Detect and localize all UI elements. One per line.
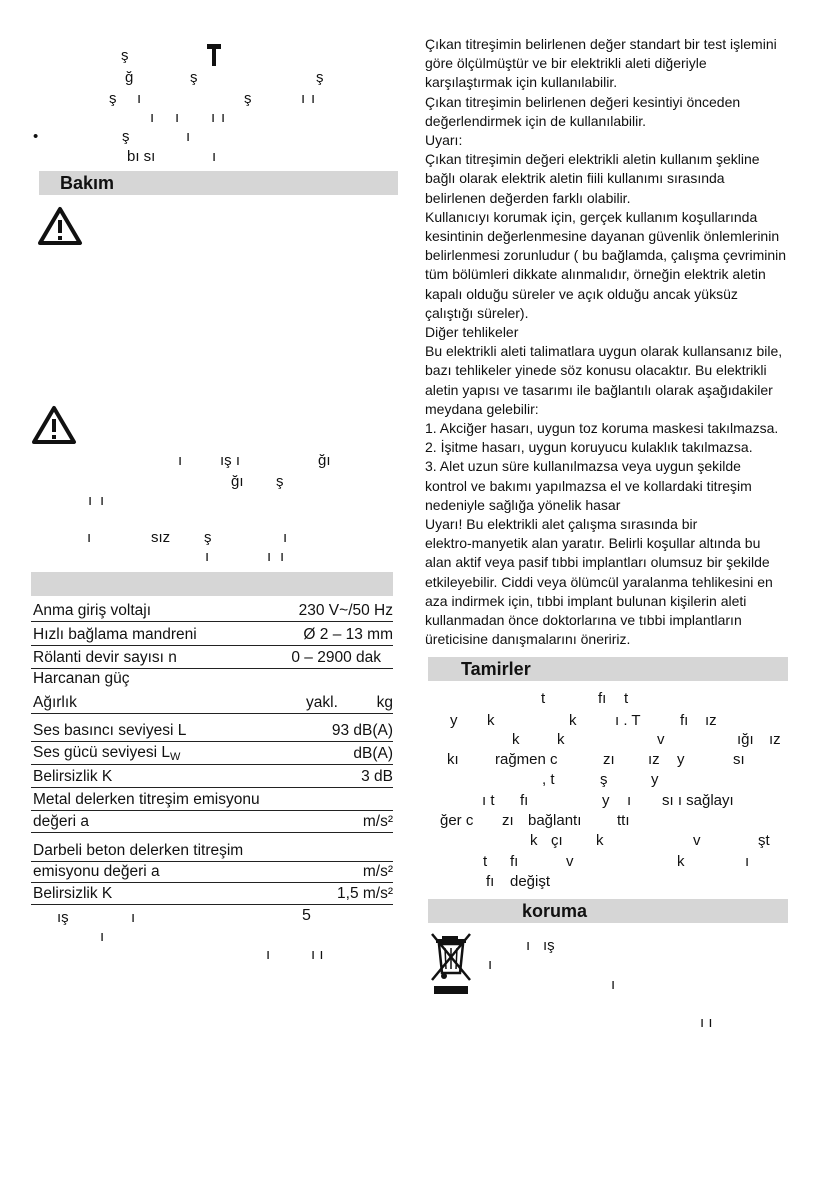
text-fragment: ı ı xyxy=(311,946,324,963)
text-fragment: fı xyxy=(680,712,689,729)
text-fragment: ış ı xyxy=(220,452,241,469)
text-fragment: ı xyxy=(283,529,288,546)
text-fragment: ğer c xyxy=(440,812,474,829)
spec-row xyxy=(31,790,393,811)
spec-label: Metal delerken titreşim emisyonu xyxy=(33,791,260,808)
spec-row xyxy=(31,862,393,883)
spec-label: emisyonu değeri a xyxy=(33,863,160,880)
text-line: elektro-manyetik alan yaratır. Belirli koşullar altında bu xyxy=(425,535,761,552)
text-line: değerlendirmek için de kullanılabilir. xyxy=(425,112,647,129)
spec-label: Rölanti devir sayısı n xyxy=(33,649,177,666)
text-line: Çıkan titreşimin belirlenen değeri kesintiyi önceden xyxy=(425,93,741,110)
text-fragment: ş xyxy=(204,529,212,546)
spec-row xyxy=(31,884,393,905)
text-fragment: ı xyxy=(131,909,136,926)
text-fragment: v xyxy=(657,731,665,748)
spec-label: Ses basıncı seviyesi L xyxy=(33,722,187,739)
spec-row xyxy=(31,669,393,689)
spec-label: Ağırlık xyxy=(33,694,77,711)
text-line: 2. İşitme hasarı, uygun koruyucu kulaklık takılmazsa. xyxy=(425,439,753,456)
text-line: tüm bölümleri dikkate alınmalıdır, örneğin elektrik aletin xyxy=(425,266,766,283)
text-fragment: ş xyxy=(244,90,252,107)
spec-value: 3 dB xyxy=(361,768,393,785)
text-line: Kullanıcıyı korumak için, gerçek kullanım koşullarında xyxy=(425,208,758,225)
bullet: • xyxy=(33,128,39,145)
text-line: bağlı olarak elektrik aletin fiili kullanımı sırasında xyxy=(425,170,725,187)
text-fragment: ş xyxy=(122,128,130,145)
text-fragment: v xyxy=(693,832,701,849)
text-fragment: k xyxy=(530,832,538,849)
text-fragment: ı xyxy=(301,90,306,107)
text-fragment: ız xyxy=(705,712,717,729)
text-line: bazı tehlikeler yinede söz konusu olacaktır. Bu elektrikli xyxy=(425,362,767,379)
text-fragment: çı xyxy=(551,832,563,849)
spec-value: 93 dB(A) xyxy=(331,722,393,739)
text-fragment: ız xyxy=(648,751,660,768)
text-line: 3. Alet uzun süre kullanılmazsa veya uygun şekilde xyxy=(425,458,741,475)
text-fragment: ı ı xyxy=(700,1014,713,1031)
text-line: Uyarı: xyxy=(425,132,463,149)
warning-icon xyxy=(37,206,83,251)
text-fragment: ı xyxy=(267,548,272,565)
text-fragment: t xyxy=(624,690,629,707)
text-fragment: k xyxy=(512,731,520,748)
text-fragment: y xyxy=(450,712,458,729)
text-fragment: fı xyxy=(486,873,495,890)
text-fragment: y xyxy=(651,771,659,788)
text-fragment: sı ı sağlayı xyxy=(662,792,734,809)
text-fragment: rağmen c xyxy=(495,751,558,768)
spec-row xyxy=(31,693,393,714)
text-line: belirlenmesi zorunludur ( bu bağlamda, çalışma çevriminin xyxy=(425,247,787,264)
text-fragment: k xyxy=(487,712,495,729)
text-fragment: ı xyxy=(311,90,316,107)
spec-row xyxy=(31,648,393,669)
text-fragment: ş xyxy=(109,90,117,107)
spec-value: m/s² xyxy=(362,863,393,880)
text-line: çalıştığı süreler). xyxy=(425,304,529,321)
text-line: belirlenen değerden farklı olabilir. xyxy=(425,189,631,206)
text-line: meydana gelebilir: xyxy=(425,400,539,417)
text-fragment: ş xyxy=(121,47,129,64)
text-fragment: ı . T xyxy=(615,712,641,729)
text-fragment: ı xyxy=(205,548,210,565)
text-line: kapalı olduğu süreler ve açık olduğu ancak yüksüz xyxy=(425,285,738,302)
text-line: kullanmadan önce doktorlarına ve tıbbi implantların xyxy=(425,612,742,629)
text-line: 1. Akciğer hasarı, uygun toz koruma maskesi takılmazsa. xyxy=(425,420,779,437)
right-column-text xyxy=(425,35,805,650)
text-line: aletin yapısı ve tasarımı ile bağlantılı olarak aşağıdakiler xyxy=(425,381,773,398)
text-fragment: t xyxy=(541,690,546,707)
text-fragment: , t xyxy=(542,771,555,788)
text-fragment: ş xyxy=(600,771,608,788)
text-line: Uyarı! Bu elektrikli alet çalışma sırasında bir xyxy=(425,516,698,533)
text-line: Çıkan titreşimin değeri elektrikli aletin kullanım şekline xyxy=(425,151,760,168)
spec-label: Ses gücü seviyesi $L_W$ xyxy=(33,744,181,763)
text-fragment: ı xyxy=(627,792,632,809)
text-fragment: ı xyxy=(526,937,531,954)
spec-value: dB(A) xyxy=(353,745,393,762)
text-line: nedeniyle sağlığa yönelik hasar xyxy=(425,496,621,513)
text-fragment: k xyxy=(569,712,577,729)
maintenance-heading: Bakım xyxy=(60,173,115,193)
spec-value: 0 – 2900 dak xyxy=(291,649,381,666)
text-fragment: ı xyxy=(87,529,92,546)
text-fragment: değişt xyxy=(510,873,551,890)
text-fragment: fı xyxy=(520,792,529,809)
warning-icon xyxy=(31,405,77,450)
text-fragment: ş xyxy=(316,69,324,86)
text-fragment: v xyxy=(566,853,574,870)
text-line: Çıkan titreşimin belirlenen değer standart bir test işlemini xyxy=(425,36,777,52)
environment-heading-bar xyxy=(428,899,788,923)
text-fragment: şt xyxy=(758,832,770,849)
text-fragment: k xyxy=(596,832,604,849)
text-line: kesintinin değerlenmesine dayanan güvenlik önlemlerinin xyxy=(425,228,780,245)
spec-label: Belirsizlik K xyxy=(33,885,113,902)
spec-row xyxy=(31,812,393,833)
spec-row xyxy=(31,625,393,646)
spec-label: Hızlı bağlama mandreni xyxy=(33,626,197,643)
text-fragment: ı xyxy=(186,128,191,145)
text-line: kontrol ve bakımı yapılmazsa el ve kollardaki titreşim xyxy=(425,477,752,494)
text-fragment: ğı xyxy=(231,473,244,490)
text-fragment: ttı xyxy=(617,812,630,829)
text-fragment: bı sı xyxy=(127,148,156,165)
text-fragment: sı xyxy=(733,751,745,768)
text-fragment: ığı xyxy=(737,731,754,748)
text-fragment: ı xyxy=(212,148,217,165)
repairs-heading: Tamirler xyxy=(461,659,531,679)
spec-row xyxy=(31,601,393,622)
spec-label: Belirsizlik K xyxy=(33,768,113,785)
text-fragment: ş xyxy=(190,69,198,86)
text-fragment: ı xyxy=(266,946,271,963)
text-fragment: ğı xyxy=(318,452,331,469)
text-fragment: ız xyxy=(769,731,781,748)
spec-label: Darbeli beton delerken titreşim xyxy=(33,842,244,859)
spec-value: 230 V~/50 Hz xyxy=(298,602,393,619)
text-fragment: fı xyxy=(510,853,519,870)
text-line: aza indirmek için, tıbbi implant bulunan kişilerin aleti xyxy=(425,592,747,609)
spec-row xyxy=(31,744,393,765)
text-fragment: ı xyxy=(611,976,616,993)
text-fragment: ı xyxy=(150,109,155,126)
text-fragment: ı xyxy=(100,492,105,509)
specs-heading-bar xyxy=(31,572,393,596)
text-fragment: ı xyxy=(88,492,93,509)
text-fragment: t xyxy=(483,853,488,870)
text-fragment: kı xyxy=(447,751,459,768)
text-line: Bu elektrikli aleti talimatlara uygun olarak kullansanız bile, xyxy=(425,343,783,360)
text-line: göre ölçülmüştür ve bir elektrikli aleti diğeriyle xyxy=(425,55,707,72)
text-fragment: k xyxy=(557,731,565,748)
text-fragment: zı xyxy=(603,751,615,768)
text-fragment: ı t xyxy=(482,792,495,809)
text-fragment: y xyxy=(602,792,610,809)
text-fragment: ı xyxy=(280,548,285,565)
text-fragment: ı xyxy=(178,452,183,469)
text-fragment: ı xyxy=(175,109,180,126)
text-fragment: ı xyxy=(488,956,493,973)
text-fragment: ı xyxy=(745,853,750,870)
text-line: karşılaştırmak için kullanılabilir. xyxy=(425,74,618,91)
text-fragment: ış xyxy=(543,937,555,954)
spec-value: 1,5 m/s² xyxy=(337,885,393,902)
text-fragment: ı xyxy=(100,928,105,945)
text-fragment: zı xyxy=(502,812,514,829)
text-fragment: y xyxy=(677,751,685,768)
spec-row xyxy=(31,767,393,788)
text-line: etkileyebilir. Ciddi veya ölümcül yaralanma tehlikesini en xyxy=(425,573,773,590)
spec-value: kg xyxy=(376,694,393,711)
text-line: alan aktif veya pasif tıbbi implantları olumsuz bir şekilde xyxy=(425,554,770,571)
text-fragment: 5 xyxy=(302,907,311,924)
text-fragment: ı xyxy=(211,109,216,126)
text-fragment: fı xyxy=(598,690,607,707)
crossed-bin-icon xyxy=(430,930,472,1003)
text-fragment: bağlantı xyxy=(528,812,582,829)
text-fragment: ı xyxy=(221,109,226,126)
text-line: Diğer tehlikeler xyxy=(425,324,519,341)
spec-value: Ø 2 – 13 mm xyxy=(303,626,393,643)
spec-label: değeri a xyxy=(33,813,90,830)
text-fragment: ı xyxy=(137,90,142,107)
spec-label: Anma giriş voltajı xyxy=(33,602,152,619)
text-line: üreticisine danışmalarını öneririz. xyxy=(425,631,631,648)
text-fragment: ş xyxy=(276,473,284,490)
hammer-icon xyxy=(207,44,221,66)
text-fragment: ış xyxy=(57,909,69,926)
text-fragment: sız xyxy=(151,529,171,546)
spec-value-prefix: yakl. xyxy=(306,694,338,711)
spec-row xyxy=(31,841,393,862)
spec-row xyxy=(31,721,393,742)
spec-value: m/s² xyxy=(362,813,393,830)
text-fragment: k xyxy=(677,853,685,870)
text-fragment: ğ xyxy=(125,69,134,86)
environment-heading: koruma xyxy=(522,901,588,921)
spec-label: Harcanan güç xyxy=(33,670,130,687)
